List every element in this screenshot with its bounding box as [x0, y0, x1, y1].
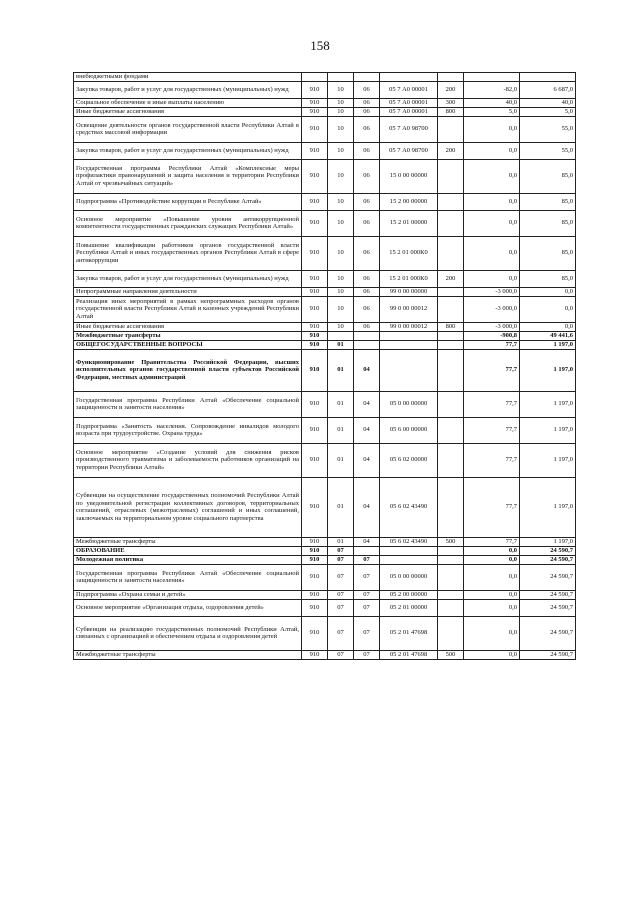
admin-code-cell: 910	[302, 322, 328, 331]
target-article-cell: 99 0 00 00012	[380, 296, 438, 322]
section-cell: 10	[328, 296, 354, 322]
table-row	[74, 546, 576, 555]
target-article-cell: 15 0 00 00000	[380, 159, 438, 193]
target-article-cell: 05 7 А0 00001	[380, 98, 438, 107]
table-row	[74, 564, 576, 590]
target-article-cell	[380, 73, 438, 82]
total-amount-cell: 24 590,7	[520, 616, 576, 650]
section-cell: 01	[328, 417, 354, 443]
table-row	[74, 193, 576, 210]
total-amount-cell: 5,0	[520, 107, 576, 116]
expense-type-cell	[438, 159, 464, 193]
total-amount-cell: 1 197,0	[520, 349, 576, 391]
subsection-cell: 06	[354, 270, 380, 287]
section-cell: 01	[328, 443, 354, 477]
table-row	[74, 349, 576, 391]
admin-code-cell: 910	[302, 340, 328, 349]
change-amount-cell: -3 000,0	[464, 322, 520, 331]
section-cell: 10	[328, 142, 354, 159]
subsection-cell: 06	[354, 142, 380, 159]
row-name-cell: Социальное обеспечение и иные выплаты населению	[74, 98, 302, 107]
expense-type-cell	[438, 391, 464, 417]
change-amount-cell: 0,0	[464, 616, 520, 650]
table-row	[74, 616, 576, 650]
target-article-cell: 05 7 А0 00001	[380, 81, 438, 98]
section-cell: 01	[328, 340, 354, 349]
target-article-cell: 05 0 00 00000	[380, 564, 438, 590]
admin-code-cell: 910	[302, 142, 328, 159]
total-amount-cell: 24 590,7	[520, 650, 576, 659]
change-amount-cell	[464, 73, 520, 82]
total-amount-cell: 1 197,0	[520, 391, 576, 417]
table-row	[74, 555, 576, 564]
row-name-cell: Основное мероприятие «Организация отдыха, оздоровления детей»	[74, 599, 302, 616]
subsection-cell	[354, 546, 380, 555]
table-row	[74, 287, 576, 296]
section-cell: 10	[328, 116, 354, 142]
change-amount-cell: 77,7	[464, 417, 520, 443]
change-amount-cell: 77,7	[464, 443, 520, 477]
page-number: 158	[310, 38, 330, 53]
admin-code-cell: 910	[302, 98, 328, 107]
row-name-cell: Функционирование Правительства Российской Федерации, высших исполнительных органов государственной власти субъектов Российской Федерации, местных администраций	[74, 349, 302, 391]
subsection-cell	[354, 73, 380, 82]
table-row	[74, 73, 576, 82]
admin-code-cell: 910	[302, 296, 328, 322]
expense-type-cell	[438, 417, 464, 443]
section-cell: 01	[328, 391, 354, 417]
subsection-cell: 04	[354, 417, 380, 443]
expense-type-cell	[438, 616, 464, 650]
subsection-cell: 06	[354, 159, 380, 193]
section-cell: 07	[328, 650, 354, 659]
row-name-cell: Основное мероприятие «Создание условий для снижения рисков производственного травматизма и заболеваемости работников организаций на территории Республики Алтай»	[74, 443, 302, 477]
table-row	[74, 296, 576, 322]
budget-table	[73, 72, 576, 660]
row-name-cell: Подпрограмма «Занятость населения. Сопровождение инвалидов молодого возраста при трудоустройстве. Охрана труда»	[74, 417, 302, 443]
change-amount-cell: 0,0	[464, 590, 520, 599]
row-name-cell: Межбюджетные трансферты	[74, 650, 302, 659]
table-row	[74, 340, 576, 349]
admin-code-cell: 910	[302, 81, 328, 98]
admin-code-cell: 910	[302, 331, 328, 340]
change-amount-cell: -3 000,0	[464, 296, 520, 322]
total-amount-cell: 24 590,7	[520, 546, 576, 555]
row-name-cell: Непрограммные направления деятельности	[74, 287, 302, 296]
section-cell: 10	[328, 159, 354, 193]
expense-type-cell	[438, 340, 464, 349]
table-row	[74, 590, 576, 599]
table-row	[74, 210, 576, 236]
admin-code-cell: 910	[302, 546, 328, 555]
admin-code-cell: 910	[302, 590, 328, 599]
table-row	[74, 159, 576, 193]
total-amount-cell: 40,0	[520, 98, 576, 107]
target-article-cell: 05 7 А0 00001	[380, 107, 438, 116]
change-amount-cell: 77,7	[464, 391, 520, 417]
expense-type-cell	[438, 287, 464, 296]
total-amount-cell: 85,0	[520, 210, 576, 236]
section-cell	[328, 331, 354, 340]
section-cell: 07	[328, 555, 354, 564]
change-amount-cell: -900,8	[464, 331, 520, 340]
subsection-cell	[354, 340, 380, 349]
expense-type-cell: 500	[438, 650, 464, 659]
section-cell	[328, 73, 354, 82]
total-amount-cell: 49 441,6	[520, 331, 576, 340]
admin-code-cell: 910	[302, 537, 328, 546]
row-name-cell: Повышение квалификации работников органов государственной власти Республики Алтай и иных государственных органов Республики Алтай в сфере антикоррупции	[74, 236, 302, 270]
section-cell: 10	[328, 81, 354, 98]
admin-code-cell: 910	[302, 159, 328, 193]
expense-type-cell	[438, 210, 464, 236]
change-amount-cell: 77,7	[464, 537, 520, 546]
table-row	[74, 391, 576, 417]
section-cell: 07	[328, 599, 354, 616]
row-name-cell: Межбюджетные трансферты	[74, 537, 302, 546]
target-article-cell	[380, 340, 438, 349]
table-row	[74, 116, 576, 142]
table-row	[74, 270, 576, 287]
subsection-cell: 06	[354, 287, 380, 296]
target-article-cell: 15 2 01 00000	[380, 210, 438, 236]
target-article-cell: 05 7 А0 98700	[380, 142, 438, 159]
total-amount-cell: 0,0	[520, 296, 576, 322]
expense-type-cell	[438, 116, 464, 142]
subsection-cell: 07	[354, 616, 380, 650]
expense-type-cell	[438, 443, 464, 477]
admin-code-cell: 910	[302, 116, 328, 142]
change-amount-cell: 77,7	[464, 340, 520, 349]
row-name-cell: Основное мероприятие «Повышение уровня антикоррупционной компетентности государственных гражданских служащих Республики Алтай»	[74, 210, 302, 236]
change-amount-cell: 0,0	[464, 210, 520, 236]
change-amount-cell: 0,0	[464, 650, 520, 659]
table-row	[74, 599, 576, 616]
row-name-cell: Государственная программа Республики Алтай «Обеспечение социальной защищенности и занятости населения»	[74, 391, 302, 417]
expense-type-cell: 300	[438, 98, 464, 107]
target-article-cell: 05 2 01 47698	[380, 616, 438, 650]
change-amount-cell: 77,7	[464, 477, 520, 537]
total-amount-cell	[520, 73, 576, 82]
expense-type-cell	[438, 296, 464, 322]
change-amount-cell: 77,7	[464, 349, 520, 391]
table-row	[74, 537, 576, 546]
admin-code-cell: 910	[302, 616, 328, 650]
expense-type-cell	[438, 193, 464, 210]
total-amount-cell: 85,0	[520, 193, 576, 210]
subsection-cell: 04	[354, 349, 380, 391]
subsection-cell: 04	[354, 537, 380, 546]
change-amount-cell: 0,0	[464, 142, 520, 159]
target-article-cell: 99 0 00 00000	[380, 287, 438, 296]
subsection-cell: 07	[354, 599, 380, 616]
table-row	[74, 477, 576, 537]
admin-code-cell: 910	[302, 349, 328, 391]
section-cell: 10	[328, 287, 354, 296]
change-amount-cell: 0,0	[464, 599, 520, 616]
admin-code-cell: 910	[302, 107, 328, 116]
section-cell: 10	[328, 193, 354, 210]
row-name-cell: Государственная программа Республики Алтай «Обеспечение социальной защищенности и занятости населения»	[74, 564, 302, 590]
total-amount-cell: 55,0	[520, 142, 576, 159]
table-row	[74, 107, 576, 116]
change-amount-cell: 0,0	[464, 193, 520, 210]
subsection-cell: 06	[354, 116, 380, 142]
row-name-cell: ОБРАЗОВАНИЕ	[74, 546, 302, 555]
total-amount-cell: 0,0	[520, 322, 576, 331]
subsection-cell: 07	[354, 555, 380, 564]
expense-type-cell	[438, 599, 464, 616]
row-name-cell: Подпрограмма «Охрана семьи и детей»	[74, 590, 302, 599]
expense-type-cell	[438, 73, 464, 82]
row-name-cell: Иные бюджетные ассигнования	[74, 322, 302, 331]
target-article-cell: 15 2 01 000К0	[380, 236, 438, 270]
subsection-cell: 06	[354, 107, 380, 116]
section-cell: 10	[328, 210, 354, 236]
expense-type-cell: 500	[438, 537, 464, 546]
subsection-cell: 06	[354, 98, 380, 107]
change-amount-cell: 0,0	[464, 236, 520, 270]
total-amount-cell: 1 197,0	[520, 340, 576, 349]
admin-code-cell: 910	[302, 193, 328, 210]
table-row	[74, 331, 576, 340]
section-cell: 10	[328, 98, 354, 107]
total-amount-cell: 1 197,0	[520, 477, 576, 537]
total-amount-cell: 85,0	[520, 236, 576, 270]
admin-code-cell: 910	[302, 599, 328, 616]
expense-type-cell	[438, 477, 464, 537]
change-amount-cell: 0,0	[464, 159, 520, 193]
expense-type-cell: 200	[438, 142, 464, 159]
row-name-cell: Молодежная политика	[74, 555, 302, 564]
subsection-cell: 06	[354, 296, 380, 322]
total-amount-cell: 1 197,0	[520, 443, 576, 477]
target-article-cell: 05 7 А0 98700	[380, 116, 438, 142]
target-article-cell: 05 6 00 00000	[380, 417, 438, 443]
target-article-cell	[380, 349, 438, 391]
subsection-cell: 04	[354, 443, 380, 477]
row-name-cell: Закупка товаров, работ и услуг для государственных (муниципальных) нужд	[74, 142, 302, 159]
admin-code-cell: 910	[302, 210, 328, 236]
row-name-cell: Закупка товаров, работ и услуг для государственных (муниципальных) нужд	[74, 81, 302, 98]
subsection-cell: 06	[354, 210, 380, 236]
total-amount-cell: 1 197,0	[520, 417, 576, 443]
expense-type-cell	[438, 555, 464, 564]
expense-type-cell: 800	[438, 322, 464, 331]
admin-code-cell: 910	[302, 287, 328, 296]
row-name-cell: Субвенции на осуществление государственных полномочий Республики Алтай по уведомительной регистрации коллективных договоров, территориальных соглашений, отраслевых (межотраслевых) соглашений и иных соглашений, заключаемых на территориальном уровне социального партнерства	[74, 477, 302, 537]
total-amount-cell: 24 590,7	[520, 590, 576, 599]
row-name-cell: Подпрограмма «Противодействие коррупции в Республике Алтай»	[74, 193, 302, 210]
total-amount-cell: 24 590,7	[520, 555, 576, 564]
total-amount-cell: 85,0	[520, 159, 576, 193]
row-name-cell: Иные бюджетные ассигнования	[74, 107, 302, 116]
row-name-cell: Государственная программа Республики Алтай «Комплексные меры профилактики правонарушений и защита населения и территории Республики Алтай от чрезвычайных ситуаций»	[74, 159, 302, 193]
subsection-cell: 06	[354, 81, 380, 98]
target-article-cell: 05 6 02 00000	[380, 443, 438, 477]
change-amount-cell: 5,0	[464, 107, 520, 116]
table-row	[74, 81, 576, 98]
subsection-cell: 07	[354, 564, 380, 590]
table-row	[74, 236, 576, 270]
change-amount-cell: 40,0	[464, 98, 520, 107]
target-article-cell: 15 2 00 00000	[380, 193, 438, 210]
admin-code-cell: 910	[302, 391, 328, 417]
admin-code-cell: 910	[302, 477, 328, 537]
target-article-cell: 05 2 01 00000	[380, 599, 438, 616]
total-amount-cell: 24 590,7	[520, 564, 576, 590]
expense-type-cell	[438, 236, 464, 270]
section-cell: 01	[328, 537, 354, 546]
subsection-cell: 07	[354, 650, 380, 659]
table-row	[74, 650, 576, 659]
subsection-cell: 06	[354, 322, 380, 331]
total-amount-cell: 55,0	[520, 116, 576, 142]
row-name-cell: Межбюджетные трансферты	[74, 331, 302, 340]
subsection-cell	[354, 331, 380, 340]
change-amount-cell: -3 000,0	[464, 287, 520, 296]
section-cell: 10	[328, 236, 354, 270]
target-article-cell: 15 2 01 000К0	[380, 270, 438, 287]
subsection-cell: 06	[354, 236, 380, 270]
row-name-cell: Освещение деятельности органов государственной власти Республики Алтай в средствах массовой информации	[74, 116, 302, 142]
target-article-cell: 05 6 02 43490	[380, 537, 438, 546]
table-body	[74, 73, 576, 660]
row-name-cell: внебюджетными фондами	[74, 73, 302, 82]
table-row	[74, 417, 576, 443]
admin-code-cell: 910	[302, 555, 328, 564]
row-name-cell: ОБЩЕГОСУДАРСТВЕННЫЕ ВОПРОСЫ	[74, 340, 302, 349]
section-cell: 01	[328, 477, 354, 537]
admin-code-cell	[302, 73, 328, 82]
target-article-cell: 05 6 02 43490	[380, 477, 438, 537]
target-article-cell: 99 0 00 00012	[380, 322, 438, 331]
table-row	[74, 142, 576, 159]
table-row	[74, 98, 576, 107]
row-name-cell: Субвенции на реализацию государственных полномочий Республики Алтай, связанных с организацией и обеспечением отдыха и оздоровления детей	[74, 616, 302, 650]
section-cell: 01	[328, 349, 354, 391]
target-article-cell	[380, 555, 438, 564]
target-article-cell: 05 0 00 00000	[380, 391, 438, 417]
admin-code-cell: 910	[302, 443, 328, 477]
section-cell: 07	[328, 616, 354, 650]
expense-type-cell	[438, 564, 464, 590]
admin-code-cell: 910	[302, 564, 328, 590]
expense-type-cell	[438, 546, 464, 555]
section-cell: 07	[328, 564, 354, 590]
admin-code-cell: 910	[302, 650, 328, 659]
total-amount-cell: 6 687,0	[520, 81, 576, 98]
row-name-cell: Закупка товаров, работ и услуг для государственных (муниципальных) нужд	[74, 270, 302, 287]
change-amount-cell: 0,0	[464, 546, 520, 555]
subsection-cell: 04	[354, 477, 380, 537]
expense-type-cell: 200	[438, 81, 464, 98]
section-cell: 07	[328, 590, 354, 599]
expense-type-cell: 800	[438, 107, 464, 116]
expense-type-cell	[438, 590, 464, 599]
expense-type-cell	[438, 349, 464, 391]
total-amount-cell: 0,0	[520, 287, 576, 296]
table-row	[74, 322, 576, 331]
change-amount-cell: 0,0	[464, 564, 520, 590]
change-amount-cell: -82,0	[464, 81, 520, 98]
target-article-cell	[380, 546, 438, 555]
subsection-cell: 07	[354, 590, 380, 599]
subsection-cell: 06	[354, 193, 380, 210]
total-amount-cell: 85,0	[520, 270, 576, 287]
admin-code-cell: 910	[302, 236, 328, 270]
subsection-cell: 04	[354, 391, 380, 417]
target-article-cell: 05 2 00 00000	[380, 590, 438, 599]
change-amount-cell: 0,0	[464, 555, 520, 564]
total-amount-cell: 1 197,0	[520, 537, 576, 546]
total-amount-cell: 24 590,7	[520, 599, 576, 616]
section-cell: 10	[328, 322, 354, 331]
admin-code-cell: 910	[302, 417, 328, 443]
table-row	[74, 443, 576, 477]
admin-code-cell: 910	[302, 270, 328, 287]
change-amount-cell: 0,0	[464, 116, 520, 142]
change-amount-cell: 0,0	[464, 270, 520, 287]
target-article-cell: 05 2 01 47698	[380, 650, 438, 659]
expense-type-cell	[438, 331, 464, 340]
section-cell: 07	[328, 546, 354, 555]
section-cell: 10	[328, 107, 354, 116]
row-name-cell: Реализация иных мероприятий в рамках непрограммных расходов органов государственной власти Республики Алтай и казенных учреждений Республики Алтай	[74, 296, 302, 322]
target-article-cell	[380, 331, 438, 340]
expense-type-cell: 200	[438, 270, 464, 287]
section-cell: 10	[328, 270, 354, 287]
